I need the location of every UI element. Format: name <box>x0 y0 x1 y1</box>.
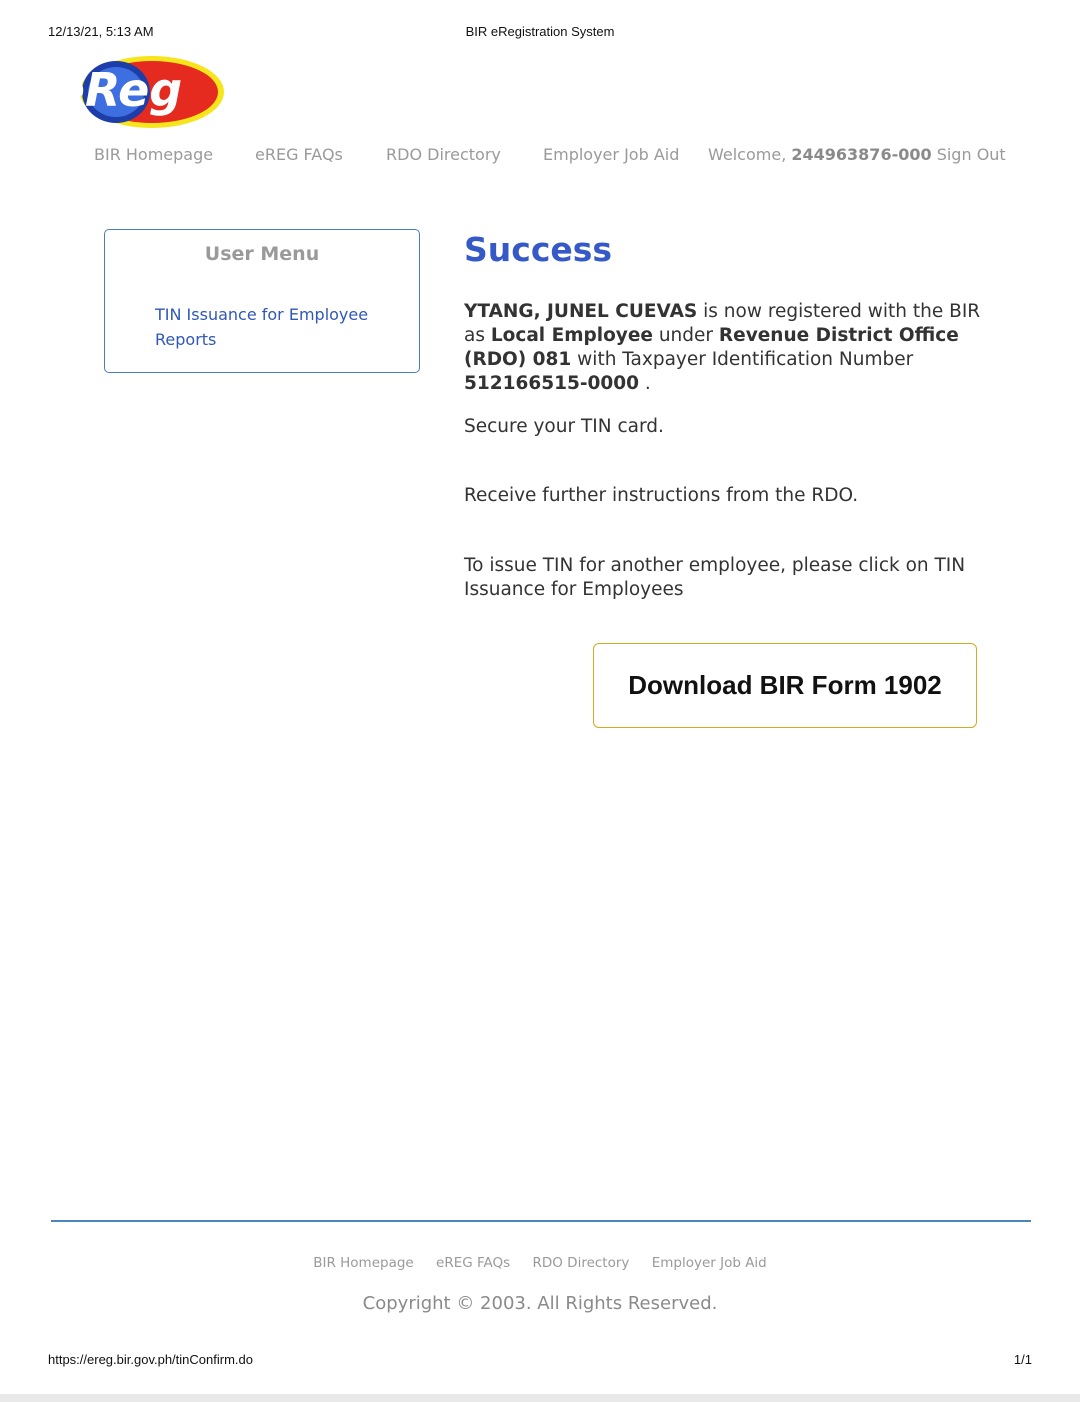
print-datetime: 12/13/21, 5:13 AM <box>48 24 154 39</box>
message-text: under <box>652 325 719 346</box>
message-text: . <box>639 373 651 394</box>
taxpayer-name: YTANG, JUNEL CUEVAS <box>464 301 698 322</box>
sign-out-link[interactable]: Sign Out <box>936 145 1006 164</box>
welcome-prefix: Welcome, <box>708 145 787 164</box>
page-title: Success <box>464 230 613 269</box>
page-url: https://ereg.bir.gov.ph/tinConfirm.do <box>48 1352 253 1367</box>
download-form-1902-button[interactable]: Download BIR Form 1902 <box>593 643 977 728</box>
bottom-strip <box>0 1394 1080 1402</box>
tin-number: 512166515-0000 <box>464 373 640 394</box>
secure-tin-text: Secure your TIN card. <box>464 416 664 437</box>
footer-divider <box>51 1220 1031 1222</box>
another-employee-text: To issue TIN for another employee, please click on TIN Issuance for Employees <box>464 555 966 600</box>
nav-bir-homepage[interactable]: BIR Homepage <box>94 145 214 164</box>
page-number: 1/1 <box>1013 1352 1032 1367</box>
registration-message <box>464 300 994 396</box>
instructions-text: Receive further instructions from the RDO. <box>464 485 859 506</box>
print-page-title: BIR eRegistration System <box>465 24 615 39</box>
nav-employer-job-aid[interactable]: Employer Job Aid <box>543 145 680 164</box>
main-content <box>464 228 994 600</box>
footer-employer-job-aid[interactable]: Employer Job Aid <box>651 1255 767 1271</box>
user-menu-title: User Menu <box>204 243 320 265</box>
user-tin: 244963876-000 <box>791 145 932 164</box>
footer-bir-homepage[interactable]: BIR Homepage <box>313 1255 414 1271</box>
rdo-code: Revenue District Office (RDO) 081 <box>464 325 959 370</box>
logo-text: eReg <box>53 63 183 117</box>
user-menu <box>104 229 420 373</box>
ereg-logo[interactable] <box>53 54 226 132</box>
footer-navigation <box>0 1255 1080 1271</box>
message-text: is now registered with the BIR as <box>464 301 981 346</box>
nav-rdo-directory[interactable]: RDO Directory <box>386 145 501 164</box>
print-header <box>48 24 1032 42</box>
copyright: Copyright © 2003. All Rights Reserved. <box>362 1293 718 1314</box>
taxpayer-type: Local Employee <box>490 325 653 346</box>
message-text: with Taxpayer Identification Number <box>571 349 914 370</box>
welcome-text <box>708 145 1006 164</box>
footer-rdo-directory[interactable]: RDO Directory <box>532 1255 630 1271</box>
tin-issuance-link[interactable]: TIN Issuance for Employee Reports <box>155 305 369 349</box>
nav-ereg-faqs[interactable]: eREG FAQs <box>255 145 343 164</box>
footer-ereg-faqs[interactable]: eREG FAQs <box>436 1255 511 1271</box>
